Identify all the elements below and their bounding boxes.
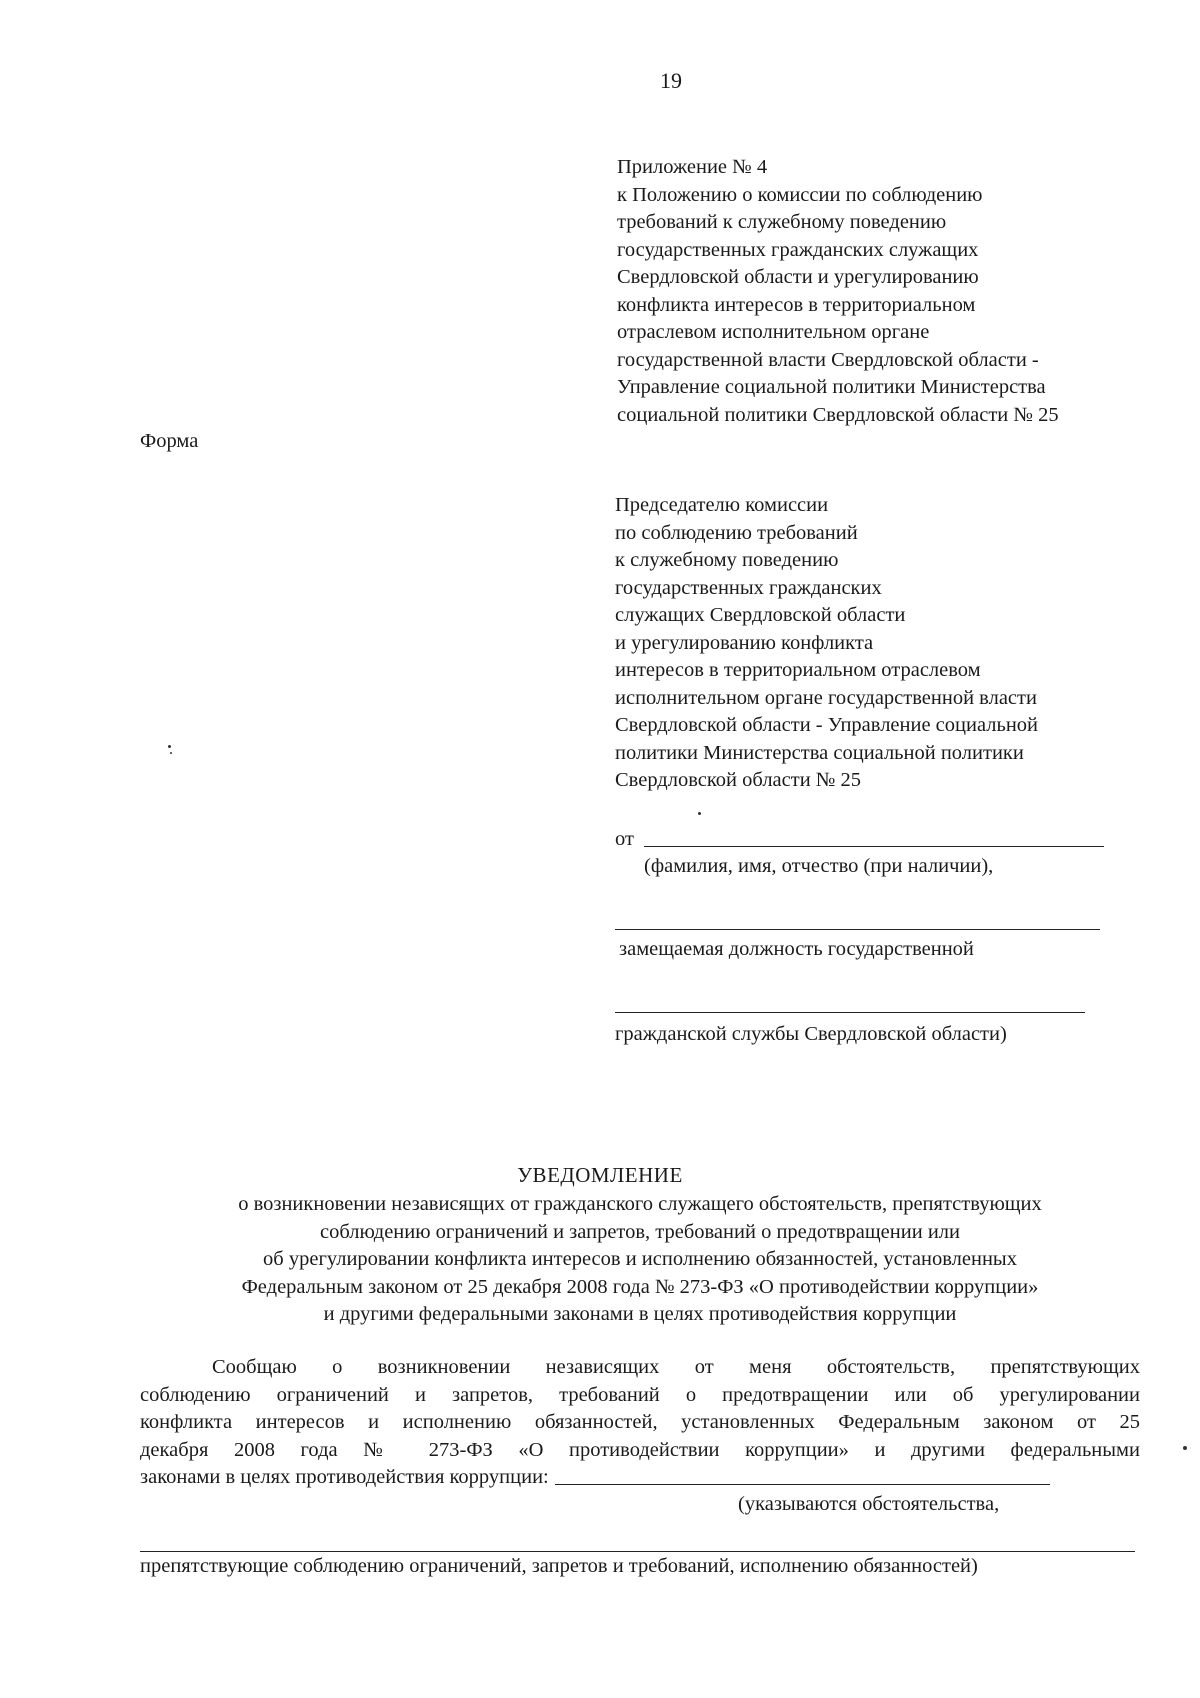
appendix-line: к Положению о комиссии по соблюдению: [617, 183, 983, 206]
body-line: соблюдению ограничений и запретов, требований о предотвращении или об урегулировании: [140, 1383, 1140, 1406]
appendix-line: Свердловской области и урегулированию: [617, 266, 979, 288]
circumstances-blank-line-2: [140, 1551, 1135, 1552]
circumstances-blank-line: [555, 1484, 1050, 1485]
hint-fio: (фамилия, имя, отчество (при наличии),: [644, 855, 994, 877]
notice-body: [140, 1354, 1140, 1492]
subtitle-line: об урегулировании конфликта интересов и исполнению обязанностей, установленных: [263, 1248, 1017, 1270]
appendix-line: требований к служебному поведению: [617, 211, 947, 233]
hint-circumstances: (указываются обстоятельства,: [738, 1493, 1000, 1515]
subtitle-line: Федеральным законом от 25 декабря 2008 года № 273-ФЗ «О противодействии коррупции»: [241, 1275, 1039, 1298]
hint-position: замещаемая должность государственной: [619, 938, 974, 960]
addressee-line: Свердловской области - Управление социальной: [615, 714, 1039, 736]
subtitle-line: соблюдению ограничений и запретов, требований о предотвращении или: [320, 1220, 960, 1243]
appendix-line: государственных гражданских служащих: [617, 238, 979, 261]
hint-final: препятствующие соблюдению ограничений, запретов и требований, исполнению обязанностей): [140, 1555, 978, 1577]
addressee-line: Свердловской области № 25: [615, 769, 861, 791]
form-label: Форма: [140, 430, 199, 452]
scan-speck: [170, 752, 172, 754]
service-blank-line: [615, 1012, 1085, 1013]
appendix-line: конфликта интересов в территориальном: [617, 293, 976, 316]
page-number: 19: [660, 68, 682, 93]
body-line: Сообщаю о возникновении независящих от меня обстоятельств, препятствующих: [212, 1356, 1140, 1378]
subtitle-line: и другими федеральными законами в целях противодействия коррупции: [323, 1303, 957, 1325]
scan-speck: [698, 812, 701, 815]
appendix-header: [617, 154, 1059, 429]
scan-speck: [1183, 1446, 1187, 1450]
addressee-line: и урегулированию конфликта: [615, 631, 874, 654]
addressee-line: к служебному поведению: [615, 549, 839, 571]
addressee-line: Председателю комиссии: [615, 494, 829, 516]
addressee-line: исполнительном органе государственной власти: [615, 686, 1037, 709]
from-label: от: [615, 828, 634, 850]
addressee-line: интересов в территориальном отраслевом: [615, 659, 981, 681]
notice-subtitle: [100, 1191, 1180, 1329]
body-last-line: [140, 1464, 1140, 1492]
position-blank-line: [615, 929, 1100, 930]
addressee-line: служащих Свердловской области: [615, 604, 906, 626]
body-line: декабря 2008 года № 273-ФЗ «О противодействии коррупции» и другими федеральными: [140, 1438, 1140, 1461]
appendix-line: Приложение № 4: [617, 156, 768, 178]
body-last-text: законами в целях противодействия коррупции:: [140, 1466, 549, 1488]
addressee-line: политики Министерства социальной политики: [615, 741, 1024, 764]
notice-title: УВЕДОМЛЕНИЕ: [517, 1163, 683, 1187]
addressee-line: по соблюдению требований: [615, 521, 858, 544]
subtitle-line: о возникновении независящих от гражданского служащего обстоятельств, препятствующих: [238, 1193, 1042, 1215]
body-line: конфликта интересов и исполнению обязанностей, установленных Федеральным законом от 25: [140, 1411, 1140, 1433]
addressee-line: государственных гражданских: [615, 576, 882, 599]
from-blank-line: [644, 846, 1104, 847]
appendix-line: отраслевом исполнительном органе: [617, 321, 930, 343]
addressee-block: [615, 492, 1038, 795]
appendix-line: социальной политики Свердловской области № 25: [617, 403, 1059, 426]
appendix-line: государственной власти Свердловской области -: [617, 348, 1039, 371]
scan-speck: [168, 745, 171, 748]
from-field: [615, 828, 1104, 851]
appendix-line: Управление социальной политики Министерства: [617, 376, 1046, 398]
hint-service: гражданской службы Свердловской области): [615, 1023, 1007, 1045]
